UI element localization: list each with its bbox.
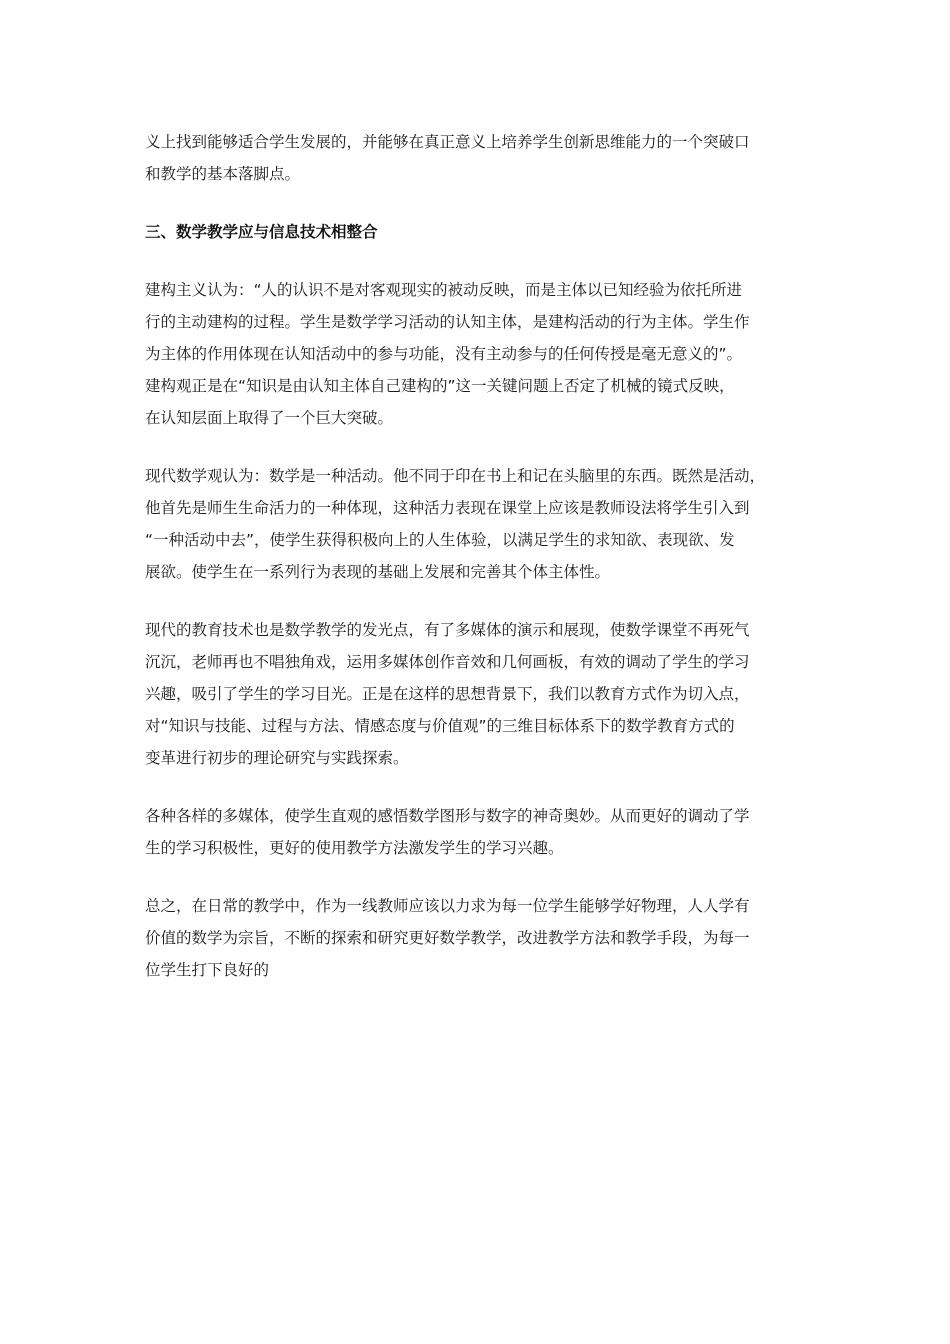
text-line: 建构主义认为：“人的认识不是对客观现实的被动反映，而是主体以已知经验为依托所进	[145, 281, 743, 299]
paragraph-intro-continuation	[145, 126, 810, 190]
text-line: 沉沉，老师再也不唱独角戏，运用多媒体创作音效和几何画板，有效的调动了学生的学习	[145, 653, 750, 671]
text-line: 在认知层面上取得了一个巨大突破。	[145, 409, 394, 427]
text-line: 价值的数学为宗旨，不断的探索和研究更好数学教学，改进教学方法和教学手段，为每一	[145, 929, 750, 947]
text-line: 建构观正是在“知识是由认知主体自己建构的”这一关键问题上否定了机械的镜式反映，	[145, 377, 735, 395]
text-line: 义上找到能够适合学生发展的，并能够在真正意义上培养学生创新思维能力的一个突破口	[145, 133, 750, 151]
text-line: 行的主动建构的过程。学生是数学学习活动的认知主体，是建构活动的行为主体。学生作	[145, 313, 750, 331]
text-line: 他首先是师生生命活力的一种体现，这种活力表现在课堂上应该是教师设法将学生引入到	[145, 499, 750, 517]
text-line: 现代的教育技术也是数学教学的发光点，有了多媒体的演示和展现，使数学课堂不再死气	[145, 621, 750, 639]
paragraph-education-technology	[145, 614, 810, 774]
text-line: 对“知识与技能、过程与方法、情感态度与价值观”的三维目标体系下的数学教育方式的	[145, 717, 735, 735]
text-line: 和教学的基本落脚点。	[145, 165, 301, 183]
heading-text: 三、数学教学应与信息技术相整合	[145, 223, 378, 241]
text-line: 各种各样的多媒体，使学生直观的感悟数学图形与数字的神奇奥妙。从而更好的调动了学	[145, 807, 750, 825]
document-body	[145, 126, 810, 1012]
text-line: 现代数学观认为：数学是一种活动。他不同于印在书上和记在头脑里的东西。既然是活动，	[145, 467, 766, 485]
text-line: 为主体的作用体现在认知活动中的参与功能，没有主动参与的任何传授是毫无意义的”。	[145, 345, 743, 363]
text-line: “一种活动中去”，使学生获得积极向上的人生体验，以满足学生的求知欲、表现欲、发	[145, 531, 735, 549]
paragraph-constructivism	[145, 274, 810, 434]
text-line: 兴趣，吸引了学生的学习目光。正是在这样的思想背景下，我们以教育方式作为切入点，	[145, 685, 750, 703]
text-line: 生的学习积极性，更好的使用教学方法激发学生的学习兴趣。	[145, 839, 564, 857]
paragraph-conclusion	[145, 890, 810, 986]
section-heading	[145, 216, 810, 248]
paragraph-modern-math-view	[145, 460, 810, 588]
text-line: 变革进行初步的理论研究与实践探索。	[145, 749, 409, 767]
text-line: 展欲。使学生在一系列行为表现的基础上发展和完善其个体主体性。	[145, 563, 611, 581]
text-line: 总之，在日常的教学中，作为一线教师应该以力求为每一位学生能够学好物理，人人学有	[145, 897, 750, 915]
text-line: 位学生打下良好的	[145, 961, 270, 979]
paragraph-multimedia	[145, 800, 810, 864]
